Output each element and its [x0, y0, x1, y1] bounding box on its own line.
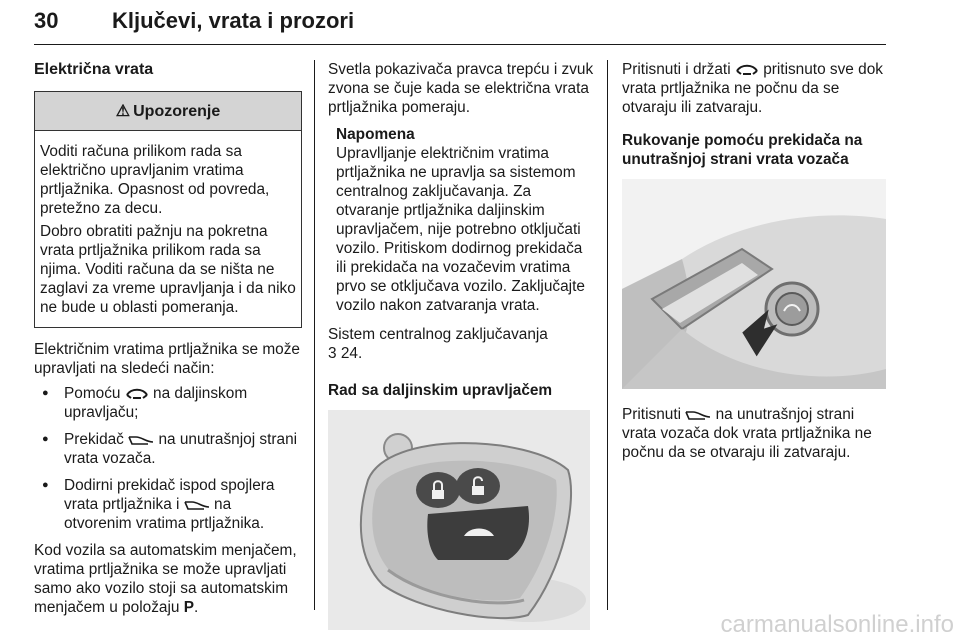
- door-switch-image: [622, 179, 886, 389]
- reference-text: [328, 325, 596, 363]
- instruction-text: Pritisnuti: [622, 406, 682, 423]
- list-item: [34, 476, 302, 533]
- trunk-switch-icon: [685, 408, 711, 422]
- column-divider-1: [314, 60, 315, 610]
- list-text: Prekidač: [64, 431, 124, 448]
- chapter-title: Ključevi, vrata i prozori: [112, 8, 355, 33]
- warning-title: Upozorenje: [133, 102, 221, 120]
- warning-icon: ⚠: [115, 102, 131, 120]
- intro-text: Električnim vratima prtljažnika se može upravljati na sledeći način:: [34, 341, 300, 377]
- gear-position: P: [183, 599, 194, 616]
- column-1: [34, 60, 302, 617]
- remote-key-image: [328, 410, 590, 630]
- warning-header: [35, 92, 301, 131]
- note-box: [328, 125, 596, 315]
- column-2: [328, 60, 596, 630]
- warning-body: [35, 131, 301, 327]
- reference-page[interactable]: 24.: [340, 345, 363, 362]
- remote-subtitle: Rad sa daljinskim upravljačem: [328, 382, 553, 399]
- driver-switch-subtitle: Rukovanje pomoću prekidača na unutrašnjoj strani vrata vozača: [622, 132, 863, 168]
- hold-instruction: [622, 60, 886, 117]
- indicator-text: Svetla pokazivača pravca trepću i zvuk zvona se čuje kada se električna vrata prtljažnika pomeraju.: [328, 61, 594, 116]
- column-divider-2: [607, 60, 608, 610]
- auto-text: Kod vozila sa automatskim menjačem, vratima prtljažnika se može upravljati samo ako vozilo stoji sa automatskim menjačem u položaju: [34, 542, 297, 616]
- list-item: [34, 384, 302, 422]
- note-title: Napomena: [336, 126, 415, 143]
- page-number: 30: [34, 8, 59, 33]
- watermark: carmanualsonline.info: [720, 611, 954, 638]
- list-text: Dodirni prekidač ispod spojlera vrata prtljažnika i: [64, 477, 275, 513]
- warning-box: [34, 91, 302, 328]
- trunk-switch-icon: [128, 433, 154, 447]
- list-text: Pomoću: [64, 385, 121, 402]
- list-item: [34, 430, 302, 468]
- list-text: na unutrašnjoj strani vrata vozača.: [64, 431, 298, 467]
- warning-text-1: Voditi računa prilikom rada sa električno upravljanim vratima prtljažnika. Opasnost od povreda, pretežno za decu.: [40, 143, 270, 217]
- switch-instruction: [622, 405, 886, 462]
- instruction-text: Pritisnuti i držati: [622, 61, 731, 78]
- method-list: [34, 384, 302, 533]
- instruction-text: na unutrašnjoj strani vrata vozača dok vrata prtljažnika ne počnu da se otvaraju ili zatvaraju.: [622, 406, 872, 461]
- header-rule: [34, 44, 886, 45]
- trunk-switch-icon: [184, 498, 210, 512]
- warning-text-2: Dobro obratiti pažnju na pokretna vrata prtljažnika prilikom rada sa njima. Voditi računa da se ništa ne zaglavi za vreme upravljanja i da niko ne bude u oblasti pomeranja.: [40, 223, 296, 316]
- column-3: [622, 60, 886, 462]
- page-ref-arrow-icon: 3: [328, 345, 337, 362]
- automatic-transmission-text: [34, 541, 302, 617]
- trunk-lid-icon: [735, 61, 759, 77]
- section-title: Električna vrata: [34, 61, 154, 78]
- list-text: na daljinskom upravljaču;: [64, 385, 248, 421]
- note-text: Upravlljanje električnim vratima prtljažnika ne upravlja sa sistemom centralnog zaključavanja. Za otvaranje prtljažnika daljinskim upravljačem, nije potrebno otključati vozilo. Pritiskom dodirnog prekidača ili prekidača na vozačevim vratima prvo se otključava vozilo. Zaključajte vozilo nakon zatvaranja vrata.: [336, 145, 585, 314]
- auto-end: .: [193, 599, 199, 616]
- reference-label: Sistem centralnog zaključavanja: [328, 326, 548, 343]
- instruction-text: pritisnuto sve dok vrata prtljažnika ne počnu da se otvaraju ili zatvaraju.: [622, 61, 883, 116]
- list-text: na otvorenim vratima prtljažnika.: [64, 496, 265, 532]
- trunk-lid-icon: [125, 385, 149, 401]
- page-header: [34, 6, 886, 46]
